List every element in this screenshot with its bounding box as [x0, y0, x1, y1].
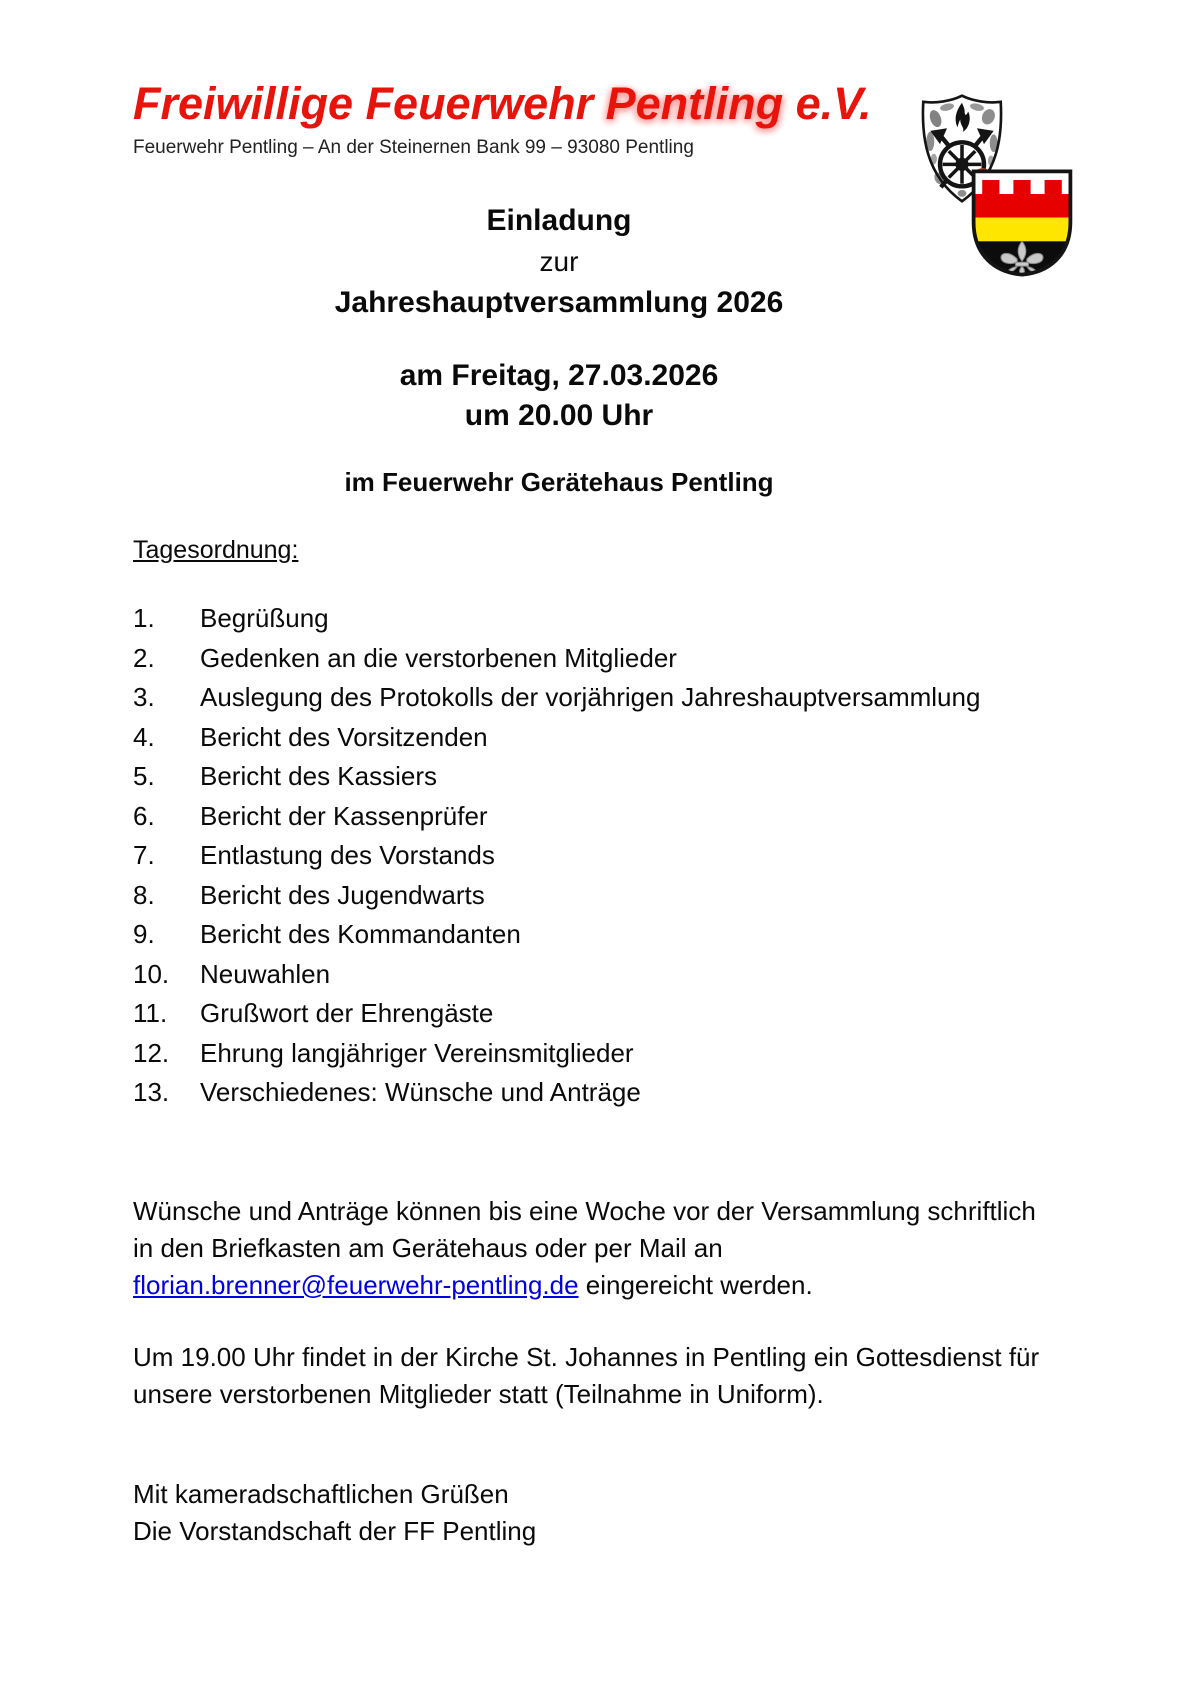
agenda-item-number: 9.: [133, 919, 155, 949]
agenda-item-text: Bericht des Jugendwarts: [200, 879, 485, 910]
email-link[interactable]: florian.brenner@feuerwehr-pentling.de: [133, 1269, 579, 1300]
agenda-item-number: 6.: [133, 800, 155, 831]
agenda-item-text: Grußwort der Ehrengäste: [200, 998, 494, 1028]
agenda-item-number: 10.: [133, 958, 170, 989]
org-title-part1: Freiwillige Feuerwehr: [133, 78, 606, 129]
agenda-item-text: Auslegung des Protokolls der vorjährigen Jahreshauptversammlung: [200, 682, 981, 712]
agenda-item-text: Bericht der Kassenprüfer: [200, 800, 488, 831]
church-service-note-line1: Um 19.00 Uhr findet in der Kirche St. Johannes in Pentling ein Gottesdienst für: [133, 1341, 1040, 1372]
agenda-item-number: 12.: [133, 1037, 170, 1068]
invitation-event-name: Jahreshauptversammlung 2026: [334, 286, 784, 319]
agenda-item: [133, 601, 1200, 641]
org-address-line: Feuerwehr Pentling – An der Steinernen Bank 99 – 93080 Pentling: [133, 137, 694, 158]
church-service-note: [133, 1339, 1200, 1413]
pentling-coat-of-arms-icon: [968, 166, 1076, 280]
closing-signature: Die Vorstandschaft der FF Pentling: [133, 1515, 537, 1546]
invitation-headings: [133, 200, 985, 500]
agenda-item-text: Gedenken an die verstorbenen Mitglieder: [200, 642, 677, 673]
submission-note-line3: [133, 1267, 1200, 1304]
agenda-item: [133, 799, 1200, 839]
closing-greeting: Mit kameradschaftlichen Grüßen: [133, 1478, 509, 1509]
agenda-item-number: 3.: [133, 682, 155, 712]
org-title-part2: e.V.: [783, 78, 872, 129]
header-crests: [918, 92, 1083, 287]
agenda-item-text: Neuwahlen: [200, 958, 331, 989]
agenda-item-text: Entlastung des Vorstands: [200, 840, 495, 870]
submission-note-line3-after: eingereicht werden.: [578, 1269, 813, 1300]
agenda-item: [133, 1036, 1200, 1076]
submission-note-line1: Wünsche und Anträge können bis eine Woche vor der Versammlung schriftlich: [133, 1195, 1036, 1226]
agenda-list: [133, 601, 1200, 1115]
org-title-highlight: Pentling: [605, 78, 784, 129]
agenda-item-number: 4.: [133, 721, 155, 752]
agenda-item-text: Bericht des Kassiers: [200, 761, 437, 791]
invitation-subtitle-zur: zur: [539, 246, 579, 277]
agenda-item: [133, 838, 1200, 878]
agenda-item-number: 8.: [133, 879, 155, 910]
agenda-item: [133, 996, 1200, 1036]
agenda-item-number: 11.: [133, 998, 168, 1028]
agenda-item-number: 5.: [133, 761, 155, 791]
church-service-note-line2: unsere verstorbenen Mitglieder statt (Teilnahme in Uniform).: [133, 1378, 824, 1409]
agenda-item: [133, 759, 1200, 799]
event-date: am Freitag, 27.03.2026: [399, 359, 719, 392]
agenda-item: [133, 957, 1200, 997]
event-date-block: [133, 356, 985, 436]
agenda-item-text: Begrüßung: [200, 603, 329, 633]
agenda-item-number: 13.: [133, 1077, 170, 1107]
submission-note-line2: in den Briefkasten am Gerätehaus oder per Mail an: [133, 1232, 723, 1263]
agenda-item: [133, 878, 1200, 918]
event-time: um 20.00 Uhr: [464, 399, 654, 432]
agenda-item: [133, 1075, 1200, 1115]
agenda-item-text: Bericht des Vorsitzenden: [200, 721, 488, 752]
invitation-title: Einladung: [486, 204, 632, 237]
agenda-heading: Tagesordnung:: [133, 536, 299, 564]
agenda-item: [133, 680, 1200, 720]
closing-block: [133, 1476, 1200, 1550]
agenda-item-text: Bericht des Kommandanten: [200, 919, 521, 949]
agenda-item: [133, 720, 1200, 760]
agenda-item: [133, 641, 1200, 681]
event-location: im Feuerwehr Gerätehaus Pentling: [344, 467, 774, 497]
agenda-item: [133, 917, 1200, 957]
agenda-item-text: Verschiedenes: Wünsche und Anträge: [200, 1077, 641, 1107]
submission-note: [133, 1193, 1200, 1304]
agenda-item-number: 2.: [133, 642, 155, 673]
agenda-item-text: Ehrung langjähriger Vereinsmitglieder: [200, 1037, 634, 1068]
agenda-item-number: 7.: [133, 840, 155, 870]
agenda-item-number: 1.: [133, 603, 155, 633]
